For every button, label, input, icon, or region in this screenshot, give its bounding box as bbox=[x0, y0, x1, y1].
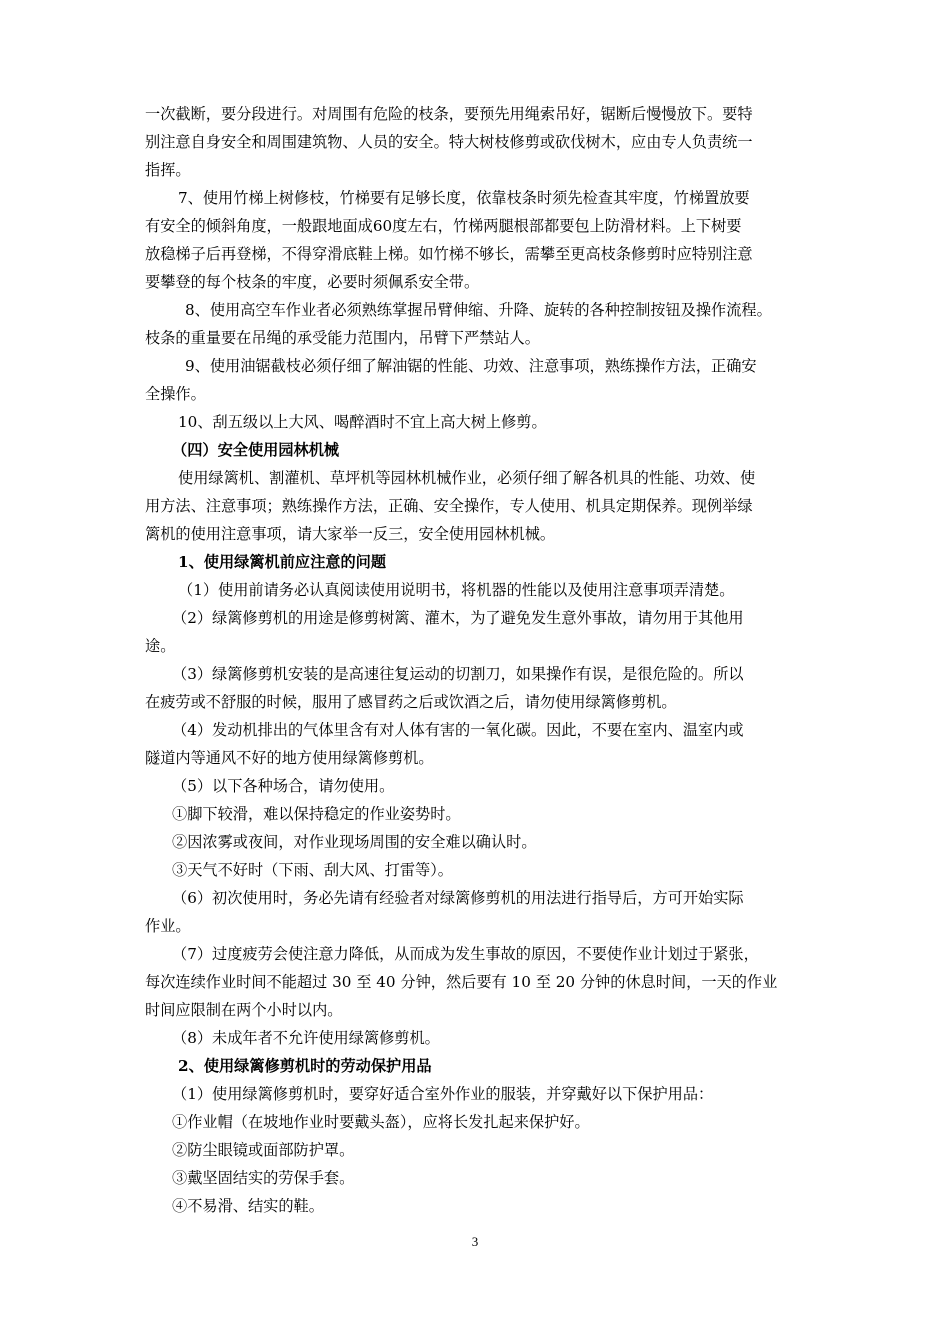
section-heading: 1、使用绿篱机前应注意的问题 bbox=[178, 553, 387, 571]
paragraph-line: ③戴坚固结实的劳保手套。 bbox=[172, 1169, 355, 1187]
paragraph-line: 每次连续作业时间不能超过 30 至 40 分钟，然后要有 10 至 20 分钟的休息时间，一天的作业 bbox=[145, 973, 778, 991]
paragraph-line: 8、使用高空车作业者必须熟练掌握吊臂伸缩、升降、旋转的各种控制按钮及操作流程。 bbox=[185, 301, 772, 319]
paragraph-line: （8）未成年者不允许使用绿篱修剪机。 bbox=[172, 1029, 440, 1047]
paragraph-line: （2）绿篱修剪机的用途是修剪树篱、灌木，为了避免发生意外事故，请勿用于其他用 bbox=[172, 609, 744, 627]
paragraph-line: 要攀登的每个枝条的牢度，必要时须佩系安全带。 bbox=[145, 273, 480, 291]
paragraph-line: 有安全的倾斜角度，一般跟地面成60度左右，竹梯两腿根部都要包上防滑材料。上下树要 bbox=[145, 217, 742, 235]
paragraph-line: （1）使用绿篱修剪机时，要穿好适合室外作业的服装，并穿戴好以下保护用品： bbox=[172, 1085, 714, 1103]
paragraph-line: 7、使用竹梯上树修枝，竹梯要有足够长度，依靠枝条时须先检查其牢度，竹梯置放要 bbox=[178, 189, 750, 207]
paragraph-line: ①作业帽（在坡地作业时要戴头盔），应将长发扎起来保护好。 bbox=[172, 1113, 590, 1131]
paragraph-line: 篱机的使用注意事项，请大家举一反三，安全使用园林机械。 bbox=[145, 525, 556, 543]
paragraph-line: 用方法、注意事项；熟练操作方法，正确、安全操作，专人使用、机具定期保养。现例举绿 bbox=[145, 497, 753, 515]
section-heading: 2、使用绿篱修剪机时的劳动保护用品 bbox=[178, 1057, 432, 1075]
paragraph-line: （5）以下各种场合，请勿使用。 bbox=[172, 777, 395, 795]
paragraph-line: ①脚下较滑，难以保持稳定的作业姿势时。 bbox=[172, 805, 461, 823]
paragraph-line: （6）初次使用时，务必先请有经验者对绿篱修剪机的用法进行指导后，方可开始实际 bbox=[172, 889, 744, 907]
paragraph-line: ②防尘眼镜或面部防护罩。 bbox=[172, 1141, 355, 1159]
paragraph-line: 使用绿篱机、割灌机、草坪机等园林机械作业，必须仔细了解各机具的性能、功效、使 bbox=[178, 469, 756, 487]
paragraph-line: 时间应限制在两个小时以内。 bbox=[145, 1001, 343, 1019]
page-number: 3 bbox=[471, 1234, 479, 1249]
paragraph-line: 一次截断，要分段进行。对周围有危险的枝条，要预先用绳索吊好，锯断后慢慢放下。要特 bbox=[145, 105, 753, 123]
paragraph-line: 9、使用油锯截枝必须仔细了解油锯的性能、功效、注意事项，熟练操作方法，正确安 bbox=[185, 357, 757, 375]
paragraph-line: （4）发动机排出的气体里含有对人体有害的一氧化碳。因此，不要在室内、温室内或 bbox=[172, 721, 744, 739]
paragraph-line: 在疲劳或不舒服的时候，服用了感冒药之后或饮酒之后，请勿使用绿篱修剪机。 bbox=[145, 693, 677, 711]
paragraph-line: 放稳梯子后再登梯，不得穿滑底鞋上梯。如竹梯不够长，需攀至更高枝条修剪时应特别注意 bbox=[145, 245, 753, 263]
section-heading: （四）安全使用园林机械 bbox=[172, 441, 340, 459]
paragraph-line: 途。 bbox=[145, 637, 176, 655]
paragraph-line: 隧道内等通风不好的地方使用绿篱修剪机。 bbox=[145, 749, 434, 767]
paragraph-line: 作业。 bbox=[145, 917, 191, 935]
paragraph-line: （3）绿篱修剪机安装的是高速往复运动的切割刀，如果操作有误，是很危险的。所以 bbox=[172, 665, 744, 683]
paragraph-line: （1）使用前请务必认真阅读使用说明书，将机器的性能以及使用注意事项弄清楚。 bbox=[178, 581, 735, 599]
paragraph-line: 10、刮五级以上大风、喝醉酒时不宜上高大树上修剪。 bbox=[178, 413, 547, 431]
paragraph-line: 指挥。 bbox=[145, 161, 191, 179]
paragraph-line: 枝条的重量要在吊绳的承受能力范围内，吊臂下严禁站人。 bbox=[145, 329, 540, 347]
paragraph-line: 全操作。 bbox=[145, 385, 206, 403]
paragraph-line: （7）过度疲劳会使注意力降低，从而成为发生事故的原因，不要使作业计划过于紧张， bbox=[172, 945, 759, 963]
paragraph-line: ③天气不好时（下雨、刮大风、打雷等）。 bbox=[172, 861, 453, 879]
paragraph-line: ④不易滑、结实的鞋。 bbox=[172, 1197, 324, 1215]
paragraph-line: ②因浓雾或夜间，对作业现场周围的安全难以确认时。 bbox=[172, 833, 537, 851]
paragraph-line: 别注意自身安全和周围建筑物、人员的安全。特大树枝修剪或砍伐树木，应由专人负责统一 bbox=[145, 133, 753, 151]
